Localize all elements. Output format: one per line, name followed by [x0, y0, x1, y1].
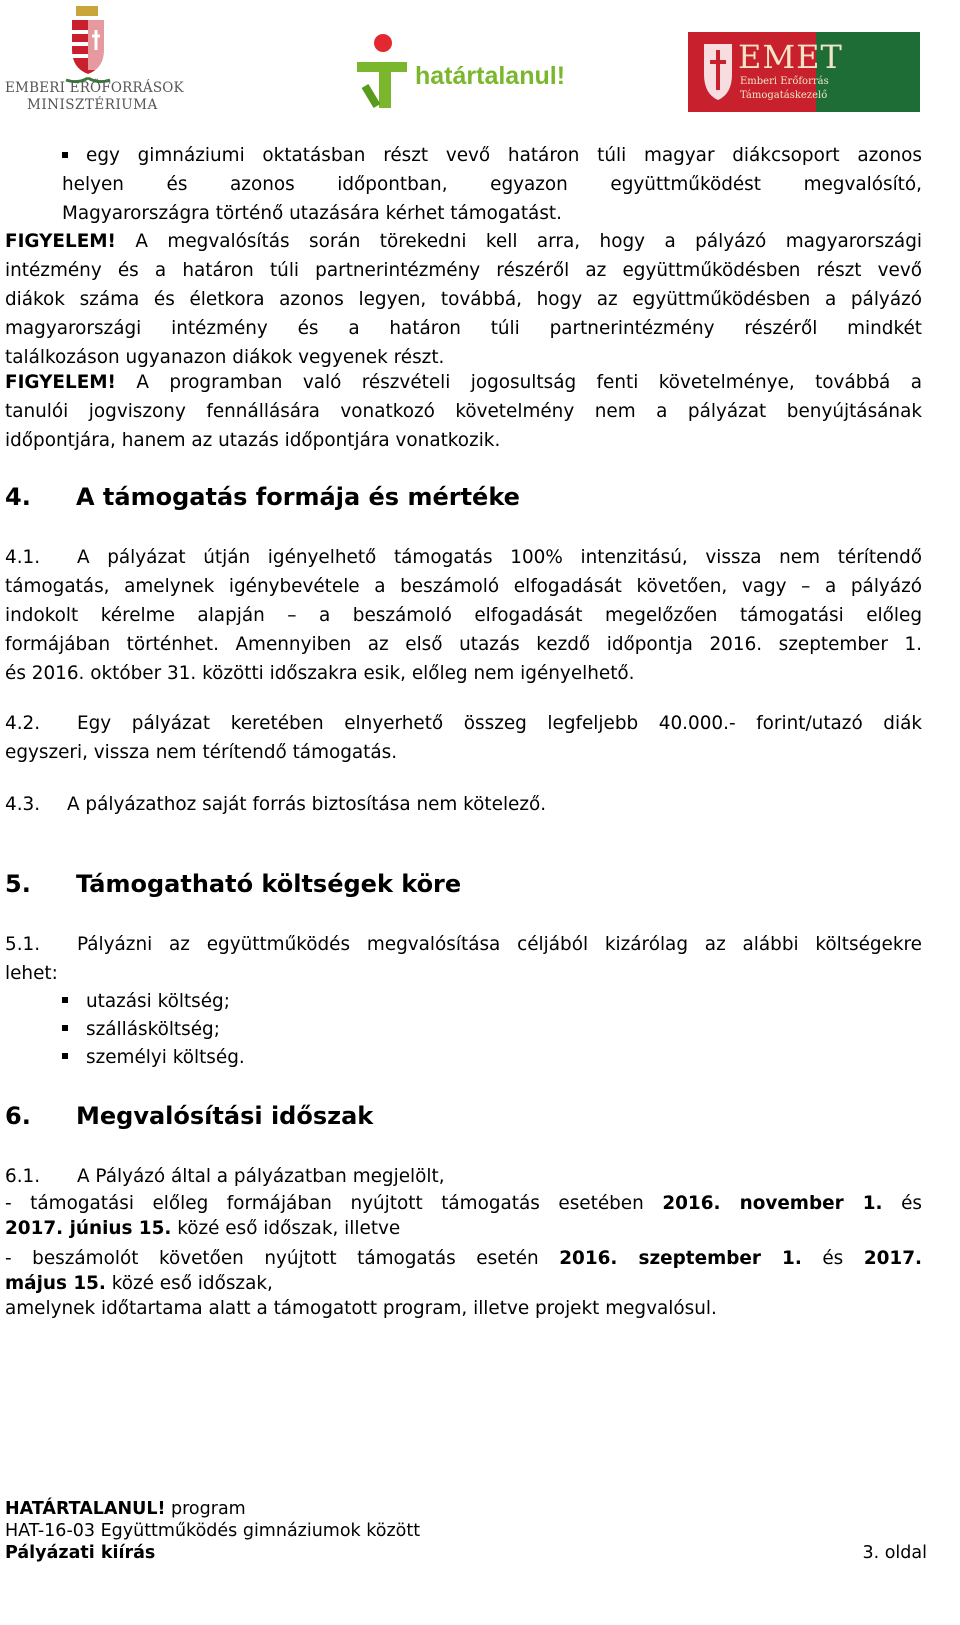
intro-bullet-line1: egy gimnáziumi oktatásban részt vevő határon túli magyar diákcsoport azonos — [62, 141, 922, 170]
emmi-line2: MINISZTÉRIUMA — [27, 97, 158, 113]
hatartalanul-figure-icon — [345, 28, 425, 112]
figyelem-paragraph-2: FIGYELEM! A programban való részvételi jogosultság fenti követelménye, továbbá a tanulói jogviszony fennállására vonatkozó követelmény nem a pályázat benyújtásának időpontjára, hanem az utazás időpontjára vonatkozik. — [5, 372, 922, 451]
hatartalanul-text: határtalanul! — [415, 62, 566, 90]
emet-sub1: Emberi Erőforrás — [740, 76, 829, 87]
emet-title: EMET — [738, 38, 843, 76]
footer-doc-type: Pályázati kiírás — [5, 1543, 156, 1563]
paragraph-4-3: 4.3. A pályázathoz saját forrás biztosítása nem kötelező. — [5, 794, 547, 815]
cost-list-item: utazási költség; — [62, 987, 230, 1016]
emmi-line1: EMBERI ERŐFORRÁSOK — [5, 80, 184, 96]
paragraph-5-1: 5.1. Pályázni az együttműködés megvalósítása céljából kizárólag az alábbi költségekre lehet: — [5, 934, 922, 984]
section-4-heading: 4. A támogatás formája és mértéke — [5, 483, 520, 511]
intro-bullet-line2: helyen és azonos időpontban, egyazon együttműködést megvalósító, — [62, 174, 922, 195]
figyelem-label: FIGYELEM! — [5, 231, 116, 252]
figyelem-label: FIGYELEM! — [5, 372, 116, 393]
bullet-square-icon — [62, 1053, 68, 1059]
section-6-heading: 6. Megvalósítási időszak — [5, 1102, 374, 1130]
header-logos — [0, 0, 960, 120]
bullet-square-icon — [62, 1025, 68, 1031]
emet-shield-icon — [698, 38, 738, 108]
page-number: 3. oldal — [862, 1543, 927, 1563]
hatartalanul-logo — [345, 28, 577, 112]
intro-bullet-line3: Magyarországra történő utazására kérhet támogatást. — [62, 203, 562, 224]
bullet-square-icon — [62, 152, 68, 158]
figyelem-paragraph-1: FIGYELEM! A megvalósítás során törekedni kell arra, hogy a pályázó magyarországi intézmény és a határon túli partnerintézmény részéről az együttműködésben részt vevő diákok száma és életkora azonos legyen, továbbá, hogy az együttműködésben a pályázó magyarországi intézmény és a határon túli partnerintézmény részéről mindkét találkozáson ugyanazon diákok vegyenek részt. — [5, 231, 922, 368]
emet-logo — [688, 32, 920, 112]
footer-code: HAT-16-03 Együttműködés gimnáziumok között — [5, 1521, 421, 1541]
page-footer — [5, 1498, 925, 1564]
footer-program: HATÁRTALANUL! program — [5, 1499, 246, 1519]
paragraph-6-1: 6.1. A Pályázó által a pályázatban megjelölt, - támogatási előleg formájában nyújtott támogatás esetében 2016. november 1. és 2017. június 15. közé eső időszak, illetve - beszámolót követően nyújtott támogatás esetén 2016. szeptember 1. és 2017. május 15. közé eső időszak, amelynek időtartama alatt a támogatott program, illetve projekt megvalósul. — [5, 1166, 922, 1319]
paragraph-4-2: 4.2. Egy pályázat keretében elnyerhető összeg legfeljebb 40.000.- forint/utazó diák egyszeri, vissza nem térítendő támogatás. — [5, 713, 922, 763]
cost-list-item: személyi költség. — [62, 1043, 245, 1072]
intro-bullet — [62, 141, 922, 228]
cost-list-item: szállásköltség; — [62, 1015, 220, 1044]
emmi-logo — [0, 0, 184, 118]
paragraph-4-1: 4.1. A pályázat útján igényelhető támogatás 100% intenzitású, vissza nem térítendő támogatás, amelynek igénybevétele a beszámoló elfogadását követően, vagy – a pályázó indokolt kérelme alapján – a beszámoló elfogadását megelőzően támogatási előleg formájában történhet. Amennyiben az első utazás kezdő időpontja 2016. szeptember 1. és 2016. október 31. közötti időszakra esik, előleg nem igényelhető. — [5, 547, 922, 684]
emet-sub2: Támogatáskezelő — [740, 90, 828, 101]
bullet-square-icon — [62, 997, 68, 1003]
section-5-heading: 5. Támogatható költségek köre — [5, 870, 462, 898]
